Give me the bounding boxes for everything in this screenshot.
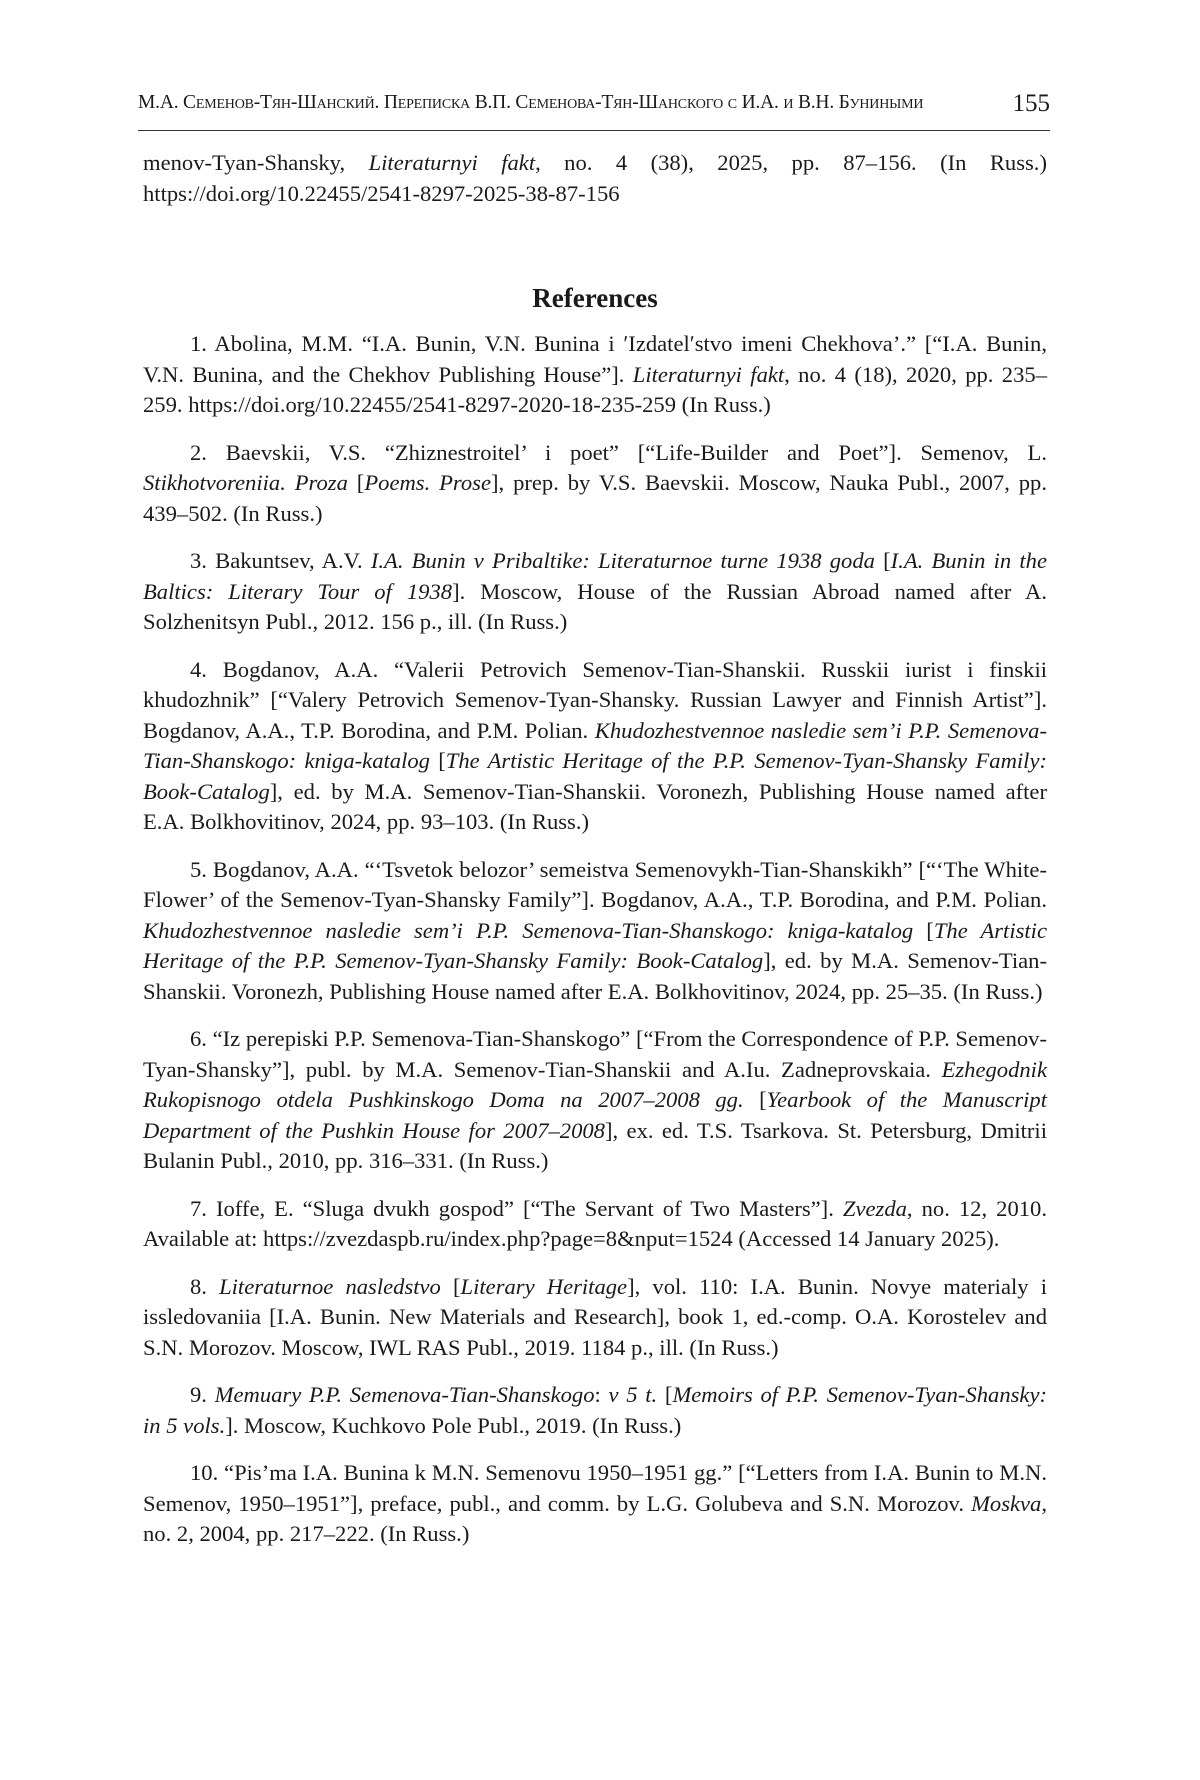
reference-entry (143, 1458, 1047, 1550)
reference-text: : (594, 1382, 609, 1407)
reference-list (143, 329, 1047, 1550)
reference-entry (143, 1024, 1047, 1177)
reference-text: [ (743, 1087, 767, 1112)
reference-italic-title: Memoirs of P.P. Semenov-Tyan-Shansky: in 5 vols. (143, 1382, 1047, 1438)
running-header (138, 90, 1050, 131)
reference-italic-title: Poems. Prose (364, 470, 491, 495)
reference-text: ], prep. by V.S. Baevskii. Moscow, Nauka Publ., 2007, pp. 439–502. (In Russ.) (143, 470, 1047, 526)
reference-italic-title: I.A. Bunin v Pribaltike: Literaturnoe turne 1938 goda (370, 548, 875, 573)
reference-italic-title: Literaturnoe nasledstvo (219, 1273, 441, 1299)
reference-text: ], vol. 110: I.A. Bunin. Novye materialy i issledovaniia [I.A. Bunin. New Materials and Research], book 1, ed.-comp. O.A. Korostelev and S.N. Morozov. Moscow, IWL RAS Publ., 2019. 1184 p., ill. (In Russ.) (143, 1273, 1047, 1360)
reference-italic-title: Stikhotvoreniia. Proza (143, 470, 348, 495)
reference-entry (143, 1272, 1047, 1364)
reference-italic-title: Ezhegodnik Rukopisnogo otdela Pushkinskogo Doma na 2007–2008 gg. (143, 1056, 1047, 1112)
reference-text: 10. “Pis’ma I.A. Bunina k M.N. Semenovu 1950–1951 gg.” [“Letters from I.A. Bunin to M.N. Semenov, 1950–1951”], preface, publ., and comm. by L.G. Golubeva and S.N. Morozov. (143, 1460, 1047, 1516)
reference-italic-title: v 5 t. (608, 1382, 658, 1407)
reference-italic-title: Literaturnyi fakt (632, 361, 785, 387)
continuation-text: , no. 4 (38), 2025, pp. 87–156. (In Russ.) https://doi.org/10.22455/2541-8297-2025-38-87-156 (143, 150, 1047, 206)
reference-text: 8. (190, 1273, 220, 1299)
reference-text: 1. Abolina, M.M. “I.A. Bunin, V.N. Bunina i ʹIzdatelʹstvo imeni Chekhova’.” [“I.A. Bunin, V.N. Bunina, and the Chekhov Publishing House”]. (143, 331, 1047, 387)
reference-entry (143, 1194, 1047, 1255)
reference-text: 7. Ioffe, E. “Sluga dvukh gospod” [“The Servant of Two Masters”]. (190, 1195, 843, 1221)
reference-text: , no. 12, 2010. Available at: https://zvezdaspb.ru/index.php?page=8&nput=1524 (Accessed 14 January 2025). (143, 1195, 1048, 1251)
reference-text: 5. Bogdanov, A.A. “‘Tsvetok belozor’ semeistva Semenovykh-Tian-Shanskikh” [“‘The White-Flower’ of the Semenov-Tyan-Shansky Family”]. Bogdanov, A.A., T.P. Borodina, and P.M. Polian. (143, 856, 1047, 912)
reference-entry (143, 438, 1047, 530)
reference-italic-title: Zvezda (842, 1195, 907, 1221)
reference-italic-title: Memuary P.P. Semenova-Tian-Shanskogo (214, 1382, 595, 1407)
reference-text: [ (874, 548, 891, 573)
reference-entry (143, 546, 1047, 638)
reference-entry (143, 329, 1047, 421)
reference-text: 4. Bogdanov, A.A. “Valerii Petrovich Semenov-Tian-Shanskii. Russkii iurist i finskii khudozhnik” [“Valery Petrovich Semenov-Tyan-Shansky. Russian Lawyer and Finnish Artist”]. Bogdanov, A.A., T.P. Borodina, and P.M. Polian. (143, 656, 1047, 743)
reference-italic-title: Literary Heritage (460, 1273, 628, 1299)
reference-italic-title: The Artistic Heritage of the P.P. Semenov-Tyan-Shansky Family: Book-Catalog (143, 917, 1047, 973)
reference-text: [ (347, 470, 365, 495)
reference-text: [ (657, 1382, 673, 1407)
reference-text: ]. Moscow, Kuchkovo Pole Publ., 2019. (In Russ.) (225, 1412, 682, 1438)
continuation-journal: Literaturnyi fakt (368, 150, 536, 175)
section-title: References (532, 283, 658, 313)
reference-text: ], ex. ed. T.S. Tsarkova. St. Petersburg, Dmitrii Bulanin Publ., 2010, pp. 316–331. (In Russ.) (143, 1117, 1047, 1173)
reference-text: 2. Baevskii, V.S. “Zhiznestroitel’ i poet” [“Life-Builder and Poet”]. Semenov, L. (190, 439, 1047, 465)
reference-text: 3. Bakuntsev, A.V. (190, 548, 371, 573)
page-number: 155 (1012, 90, 1050, 117)
reference-text: [ (440, 1273, 461, 1299)
reference-text: 6. “Iz perepiski P.P. Semenova-Tian-Shanskogo” [“From the Correspondence of P.P. Semenov-Tyan-Shansky”], publ. by M.A. Semenov-Tian-Shanskii and A.Iu. Zadneprovskaia. (143, 1026, 1047, 1082)
citation-continuation (143, 148, 1047, 209)
reference-entry (143, 655, 1047, 838)
reference-entry (143, 855, 1047, 1008)
reference-text: 9. (190, 1382, 215, 1407)
reference-italic-title: Khudozhestvennoe nasledie sem’i P.P. Semenova-Tian-Shanskogo: kniga-katalog (143, 917, 914, 943)
reference-text: [ (429, 748, 446, 773)
continuation-text: menov-Tyan-Shansky, (143, 150, 369, 175)
reference-text: ], ed. by M.A. Semenov-Tian-Shanskii. Voronezh, Publishing House named after E.A. Bolkhovitinov, 2024, pp. 25–35. (In Russ.) (143, 948, 1048, 1004)
reference-italic-title: I.A. Bunin in the Baltics: Literary Tour of 1938 (143, 548, 1047, 604)
page-content (143, 148, 1047, 1567)
reference-text: ], ed. by M.A. Semenov-Tian-Shanskii. Voronezh, Publishing House named after E.A. Bolkhovitinov, 2024, pp. 93–103. (In Russ.) (143, 778, 1047, 834)
reference-entry (143, 1380, 1047, 1441)
reference-text: , no. 4 (18), 2020, pp. 235–259. https://doi.org/10.22455/2541-8297-2020-18-235-259 (In Russ.) (143, 361, 1047, 417)
reference-text: , no. 2, 2004, pp. 217–222. (In Russ.) (143, 1490, 1047, 1546)
running-head-title: М.А. Семенов-Тян-Шанский. Переписка В.П. Семенова-Тян-Шанского с И.А. и В.Н. Буниными (138, 92, 924, 113)
reference-text: [ (913, 917, 934, 943)
reference-italic-title: Moskva (971, 1490, 1042, 1516)
reference-text: ]. Moscow, House of the Russian Abroad named after A. Solzhenitsyn Publ., 2012. 156 p., ill. (In Russ.) (143, 578, 1047, 634)
reference-italic-title: Khudozhestvennoe nasledie sem’i P.P. Semenova-Tian-Shanskogo: kniga-katalog (143, 717, 1047, 773)
reference-italic-title: The Artistic Heritage of the P.P. Semenov-Tyan-Shansky Family: Book-Catalog (143, 748, 1047, 804)
reference-italic-title: Yearbook of the Manuscript Department of the Pushkin House for 2007–2008 (143, 1087, 1047, 1143)
